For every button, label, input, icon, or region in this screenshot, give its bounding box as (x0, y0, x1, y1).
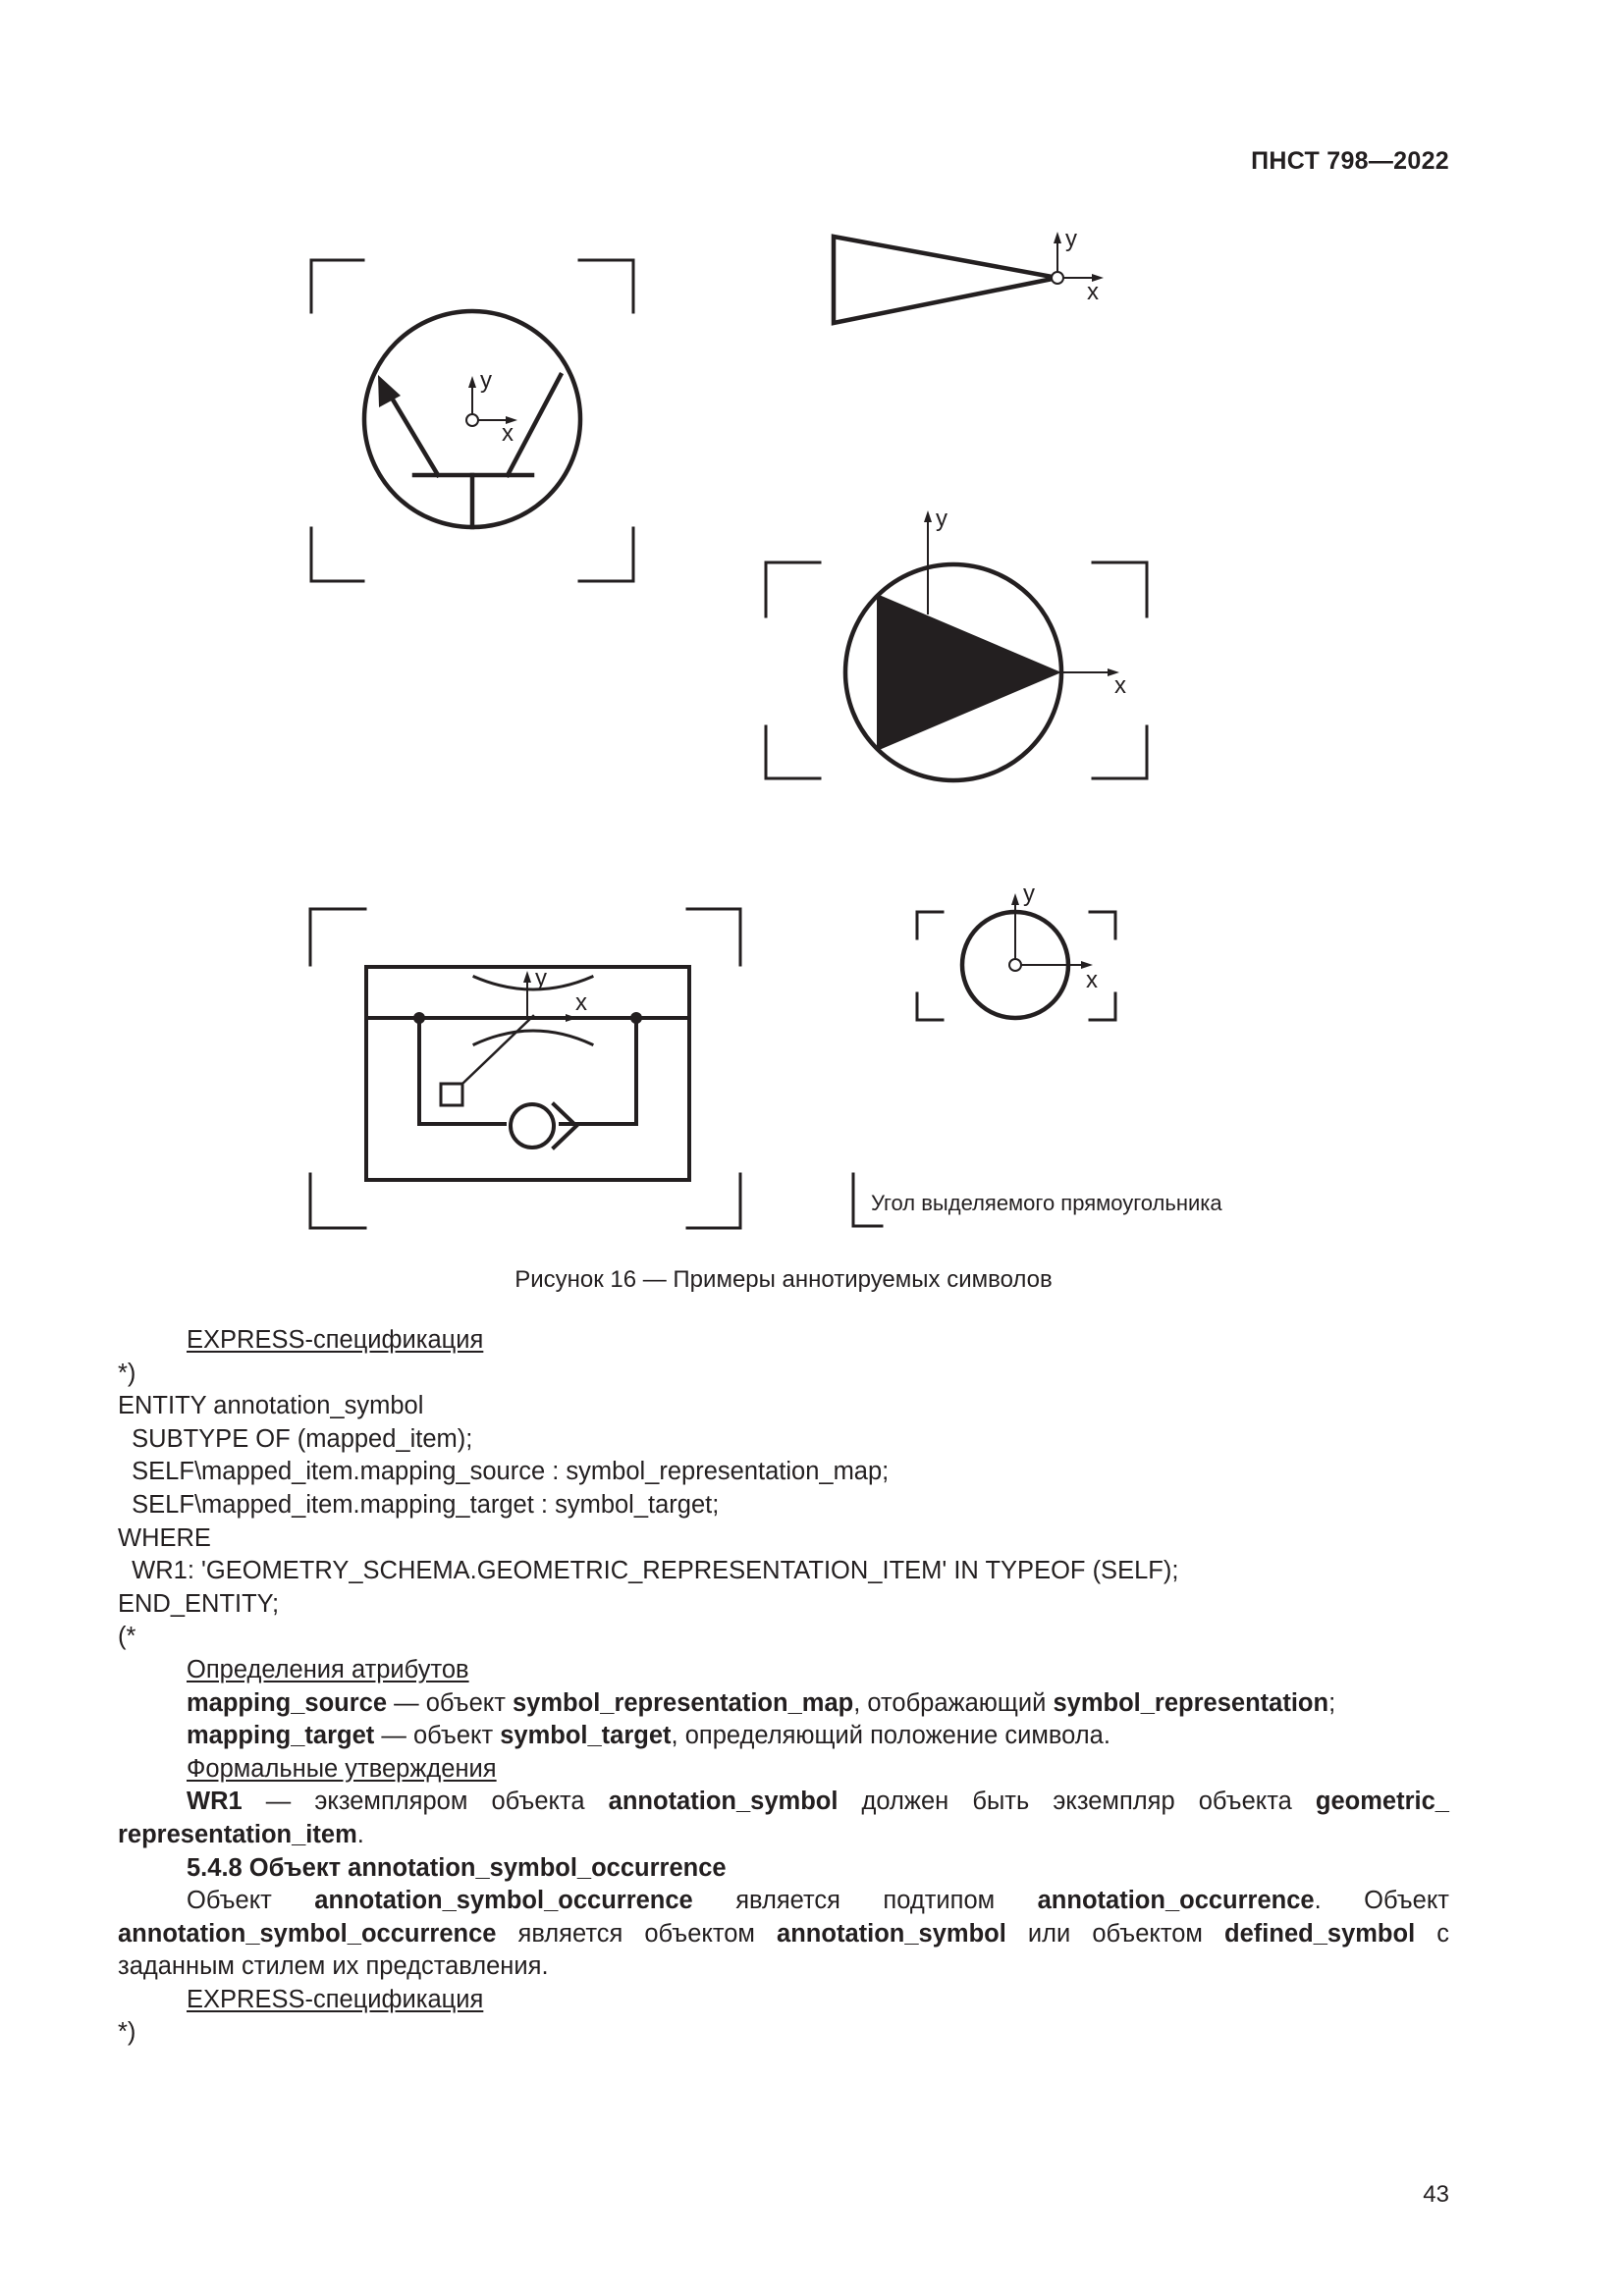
axis-label-y: y (1065, 226, 1077, 252)
document-id: ПНСТ 798—2022 (1251, 147, 1449, 175)
express-spec-label: EXPRESS-спецификация (187, 1326, 484, 1354)
code-line: END_ENTITY; (118, 1589, 280, 1618)
code-line: WR1: 'GEOMETRY_SCHEMA.GEOMETRIC_REPRESENTATION_ITEM' IN TYPEOF (SELF); (118, 1557, 1179, 1585)
code-line: SELF\mapped_item.mapping_target : symbol_target; (118, 1490, 720, 1519)
express-spec-label: EXPRESS-спецификация (187, 1985, 484, 2013)
rule-wr1: WR1 — экземпляром объекта annotation_symbol должен быть экземпляр объекта geometric_ representation_item. (118, 1788, 1449, 1848)
axis-label-x: x (575, 989, 587, 1016)
selection-corners-symbol-1 (311, 260, 633, 581)
attribute-mapping-source: mapping_source — объект symbol_representation_map, отображающий symbol_representation; (187, 1688, 1336, 1717)
code-line: ENTITY annotation_symbol (118, 1392, 424, 1420)
body-text (118, 1324, 1449, 2050)
axis-label-x: x (1087, 279, 1099, 305)
comment-close: *) (118, 2018, 136, 2047)
pump-triangle (877, 594, 1061, 751)
axis-label-y: y (535, 965, 547, 991)
axis-label-x: x (502, 420, 514, 447)
code-line: SELF\mapped_item.mapping_source : symbol_representation_map; (118, 1458, 890, 1486)
trapezoid-symbol (834, 237, 1057, 323)
formal-propositions-label: Формальные утверждения (187, 1754, 497, 1783)
code-line: SUBTYPE OF (mapped_item); (118, 1424, 473, 1453)
section-paragraph: Объект annotation_symbol_occurrence является подтипом annotation_occurrence. Объект annotation_symbol_occurrence является объектом annotation_symbol или объектом defined_symbol с заданным стилем их представления. (118, 1887, 1450, 1981)
attribute-definitions-label: Определения атрибутов (187, 1655, 469, 1683)
comment-open: (* (118, 1623, 136, 1651)
transistor-symbol (364, 311, 580, 527)
axis-label-x: x (1086, 967, 1098, 993)
arrow-head (378, 375, 401, 407)
comment-close: *) (118, 1359, 136, 1387)
page-number: 43 (1423, 2181, 1449, 2208)
axis-label-x: x (1114, 672, 1126, 699)
axis-label-y: y (480, 367, 492, 394)
legend-text: Угол выделяемого прямоугольника (871, 1191, 1222, 1215)
attribute-mapping-target: mapping_target — объект symbol_target, определяющий положение символа. (187, 1722, 1110, 1750)
code-line: WHERE (118, 1523, 211, 1552)
figure-caption: Рисунок 16 — Примеры аннотируемых символов (514, 1266, 1053, 1293)
section-heading: 5.4.8 Объект annotation_symbol_occurrence (187, 1853, 727, 1882)
axis-label-y: y (1023, 881, 1035, 907)
axis-label-y: y (936, 506, 947, 532)
